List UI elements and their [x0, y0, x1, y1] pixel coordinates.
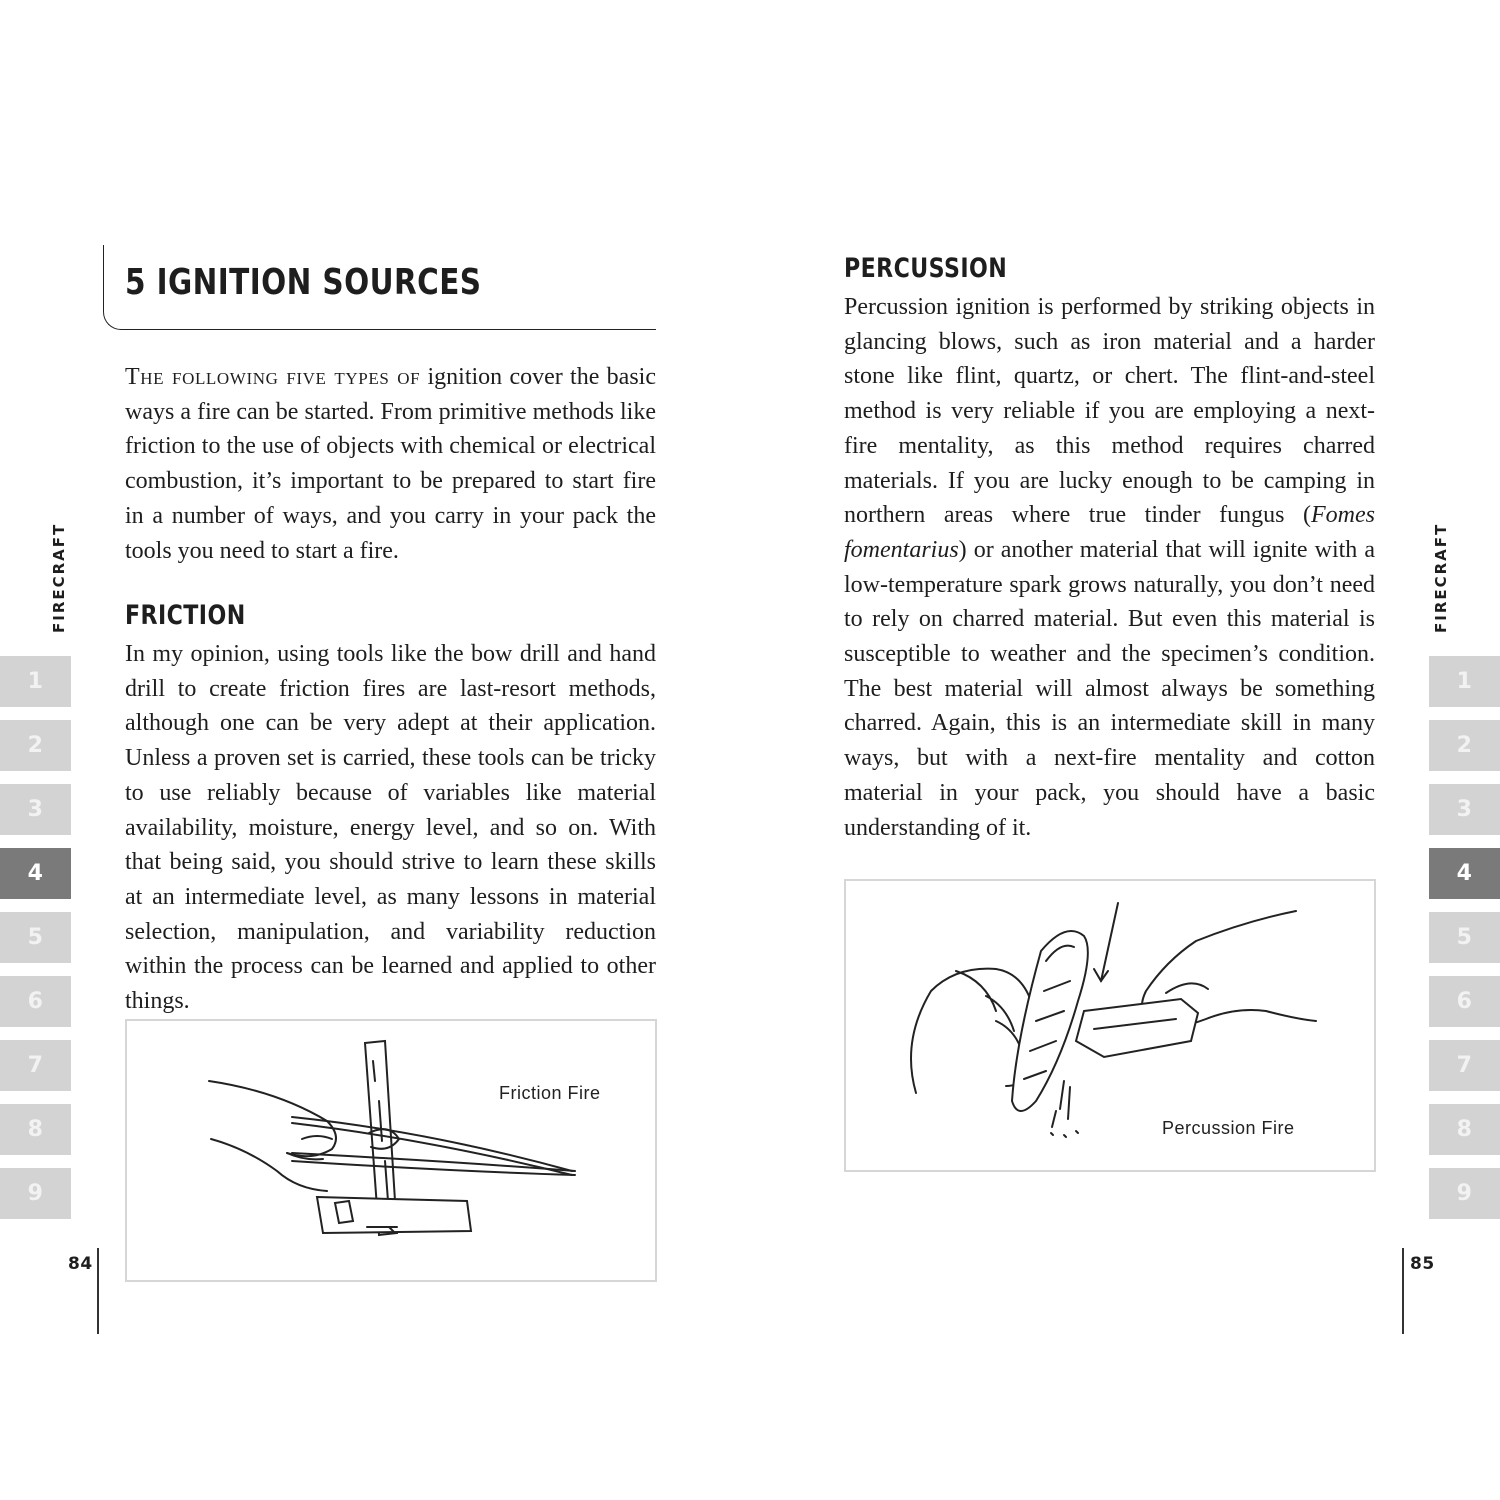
chapter-tabs-right	[1429, 656, 1500, 1232]
chapter-tab-4[interactable]: 4	[0, 848, 71, 899]
chapter-tab-1[interactable]: 1	[1429, 656, 1500, 707]
chapter-tab-6[interactable]: 6	[0, 976, 71, 1027]
percussion-fire-caption: Percussion Fire	[1162, 1118, 1295, 1138]
side-label-firecraft: FIRECRAFT	[50, 522, 68, 633]
page-number-right: 85	[1410, 1254, 1435, 1274]
chapter-tab-8[interactable]: 8	[0, 1104, 71, 1155]
percussion-text-part-2: ) or another material that will ignite with a low-temperature spark grows naturally, you don’t need to rely on charred material. But even this material is susceptible to weather and the specimen’s condition. The best material will almost always be something charred. Again, this is an intermediate skill in many ways, but with a next-fire mentality and cotton material in your pack, you should have a basic understanding of it.	[844, 536, 1375, 841]
chapter-tab-2[interactable]: 2	[1429, 720, 1500, 771]
chapter-tab-4[interactable]: 4	[1429, 848, 1500, 899]
percussion-text-part-1: Percussion ignition is performed by striking objects in glancing blows, such as iron material and a harder stone like flint, quartz, or chert. The flint-and-steel method is very reliable if you are employing a next-fire mentality, as this method requires charred materials. If you are lucky enough to be camping in northern areas where true tinder fungus (	[844, 294, 1375, 529]
intro-rest: ignition cover the basic ways a fire can be started. From primitive methods like friction to the use of objects with chemical or electrical combustion, it’s important to be prepared to start fire in a number of ways, and you carry in your pack the tools you need to start a fire.	[125, 364, 656, 564]
chapter-tab-3[interactable]: 3	[1429, 784, 1500, 835]
percussion-paragraph	[844, 290, 1375, 845]
intro-paragraph	[125, 360, 656, 568]
chapter-tab-2[interactable]: 2	[0, 720, 71, 771]
chapter-tab-9[interactable]: 9	[1429, 1168, 1500, 1219]
side-label-firecraft-right: FIRECRAFT	[1432, 522, 1450, 633]
chapter-tab-7[interactable]: 7	[0, 1040, 71, 1091]
chapter-tab-8[interactable]: 8	[1429, 1104, 1500, 1155]
chapter-tab-7[interactable]: 7	[1429, 1040, 1500, 1091]
chapter-tab-5[interactable]: 5	[1429, 912, 1500, 963]
page-number: 84	[68, 1254, 93, 1274]
chapter-tabs-left	[0, 656, 71, 1232]
percussion-fire-illustration	[846, 881, 1374, 1170]
chapter-title: 5 IGNITION SOURCES	[125, 262, 482, 303]
friction-heading: FRICTION	[125, 600, 246, 631]
percussion-fire-figure	[844, 879, 1376, 1172]
folio-rule	[97, 1248, 99, 1334]
chapter-tab-3[interactable]: 3	[0, 784, 71, 835]
percussion-heading: PERCUSSION	[844, 253, 1008, 284]
right-page	[750, 0, 1500, 1500]
intro-lead-in: The following five types of	[125, 364, 421, 390]
friction-fire-figure	[125, 1019, 657, 1282]
percussion-species-name: Fomes fomentarius	[844, 502, 1375, 563]
chapter-tab-5[interactable]: 5	[0, 912, 71, 963]
friction-paragraph: In my opinion, using tools like the bow drill and hand drill to create friction fires are last-resort methods, although one can be very adept at their application. Unless a proven set is carried, these tools can be tricky to use reliably because of variables like material availability, moisture, energy level, and so on. With that being said, you should strive to learn these skills at an intermediate level, as many lessons in material selection, manipulation, and variability reduction within the process can be learned and applied to other things.	[125, 641, 656, 1015]
chapter-tab-6[interactable]: 6	[1429, 976, 1500, 1027]
folio-rule-right	[1402, 1248, 1404, 1334]
friction-fire-caption: Friction Fire	[499, 1083, 601, 1103]
chapter-tab-9[interactable]: 9	[0, 1168, 71, 1219]
chapter-tab-1[interactable]: 1	[0, 656, 71, 707]
friction-fire-illustration	[127, 1021, 655, 1280]
